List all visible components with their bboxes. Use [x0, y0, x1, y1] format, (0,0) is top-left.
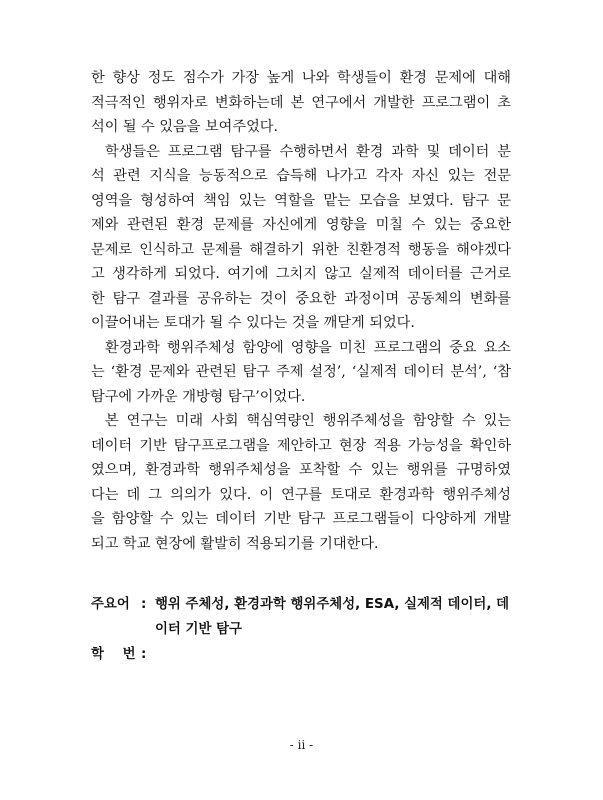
text-line: 석이 될 수 있음을 보여주었다.: [91, 119, 279, 135]
text-line: 였으며, 환경과학 행위주체성을 포착할 수 있는 행위를 규명하였: [91, 462, 511, 478]
text-line: 고 생각하게 되었다. 여기에 그치지 않고 실제적 데이터를 근거로: [91, 266, 511, 282]
keywords-colon: :: [141, 597, 147, 612]
text-line: 학생들은 프로그램 탐구를 수행하면서 환경 과학 및 데이터 분: [105, 143, 511, 160]
paragraph-1: [91, 66, 511, 140]
text-line: 석 관련 지식을 능동적으로 습득해 나가고 각자 자신 있는 전문: [91, 168, 511, 184]
text-line: 되고 학교 현장에 활발히 적용되기를 기대한다.: [91, 535, 379, 552]
text-line: 이끌어내는 토대가 될 수 있다는 것을 깨닫게 되었다.: [91, 315, 415, 331]
student-id-label: 학 번: [91, 647, 136, 662]
paragraph-4: [91, 409, 511, 556]
keywords-value-cont: 이터 기반 탐구: [155, 622, 242, 637]
abstract-body: [91, 66, 511, 556]
text-line: 문제로 인식하고 문제를 해결하기 위한 친환경적 행동을 해야겠다: [91, 241, 511, 258]
text-line: 는 ‘환경 문제와 관련된 탐구 주제 설정’, ‘실제적 데이터 분석’, ‘참: [91, 364, 511, 380]
page-number: - ii -: [289, 738, 314, 752]
text-line: 탐구에 가까운 개방형 탐구’이었다.: [91, 388, 306, 405]
text-line: 영역을 형성하여 책임 있는 역할을 맡는 모습을 보였다. 탐구 문: [91, 192, 511, 209]
student-id-row: [91, 642, 511, 667]
text-line: 본 연구는 미래 사회 핵심역량인 행위주체성을 함양할 수 있는: [105, 413, 511, 429]
text-line: 적극적인 행위자로 변화하는데 본 연구에서 개발한 프로그램이 초: [91, 94, 511, 111]
text-line: 을 함양할 수 있는 데이터 기반 탐구 프로그램들이 다양하게 개발: [91, 511, 511, 527]
text-line: 한 탐구 결과를 공유하는 것이 중요한 과정이며 공동체의 변화를: [91, 290, 511, 307]
student-id-value: [155, 642, 511, 667]
keywords-value: 행위 주체성, 환경과학 행위주체성, ESA, 실제적 데이터, 데: [155, 597, 510, 612]
text-line: 환경과학 행위주체성 함양에 영향을 미친 프로그램의 중요 요소: [105, 339, 511, 356]
text-line: 다는 데 그 의의가 있다. 이 연구를 토대로 환경과학 행위주체성: [91, 486, 511, 503]
keywords-continuation: [91, 617, 511, 642]
paragraph-3: [91, 336, 511, 410]
keywords-label: 주요어: [91, 597, 130, 612]
keywords-row: [91, 592, 511, 617]
keywords-block: [91, 592, 511, 667]
text-line: 제와 관련된 환경 문제를 자신에게 영향을 미칠 수 있는 중요한: [91, 217, 511, 233]
student-id-colon: :: [141, 647, 147, 662]
text-line: 한 향상 정도 점수가 가장 높게 나와 학생들이 환경 문제에 대해: [91, 70, 511, 86]
text-line: 데이터 기반 탐구프로그램을 제안하고 현장 적용 가능성을 확인하: [91, 437, 511, 454]
paragraph-2: [91, 140, 511, 336]
